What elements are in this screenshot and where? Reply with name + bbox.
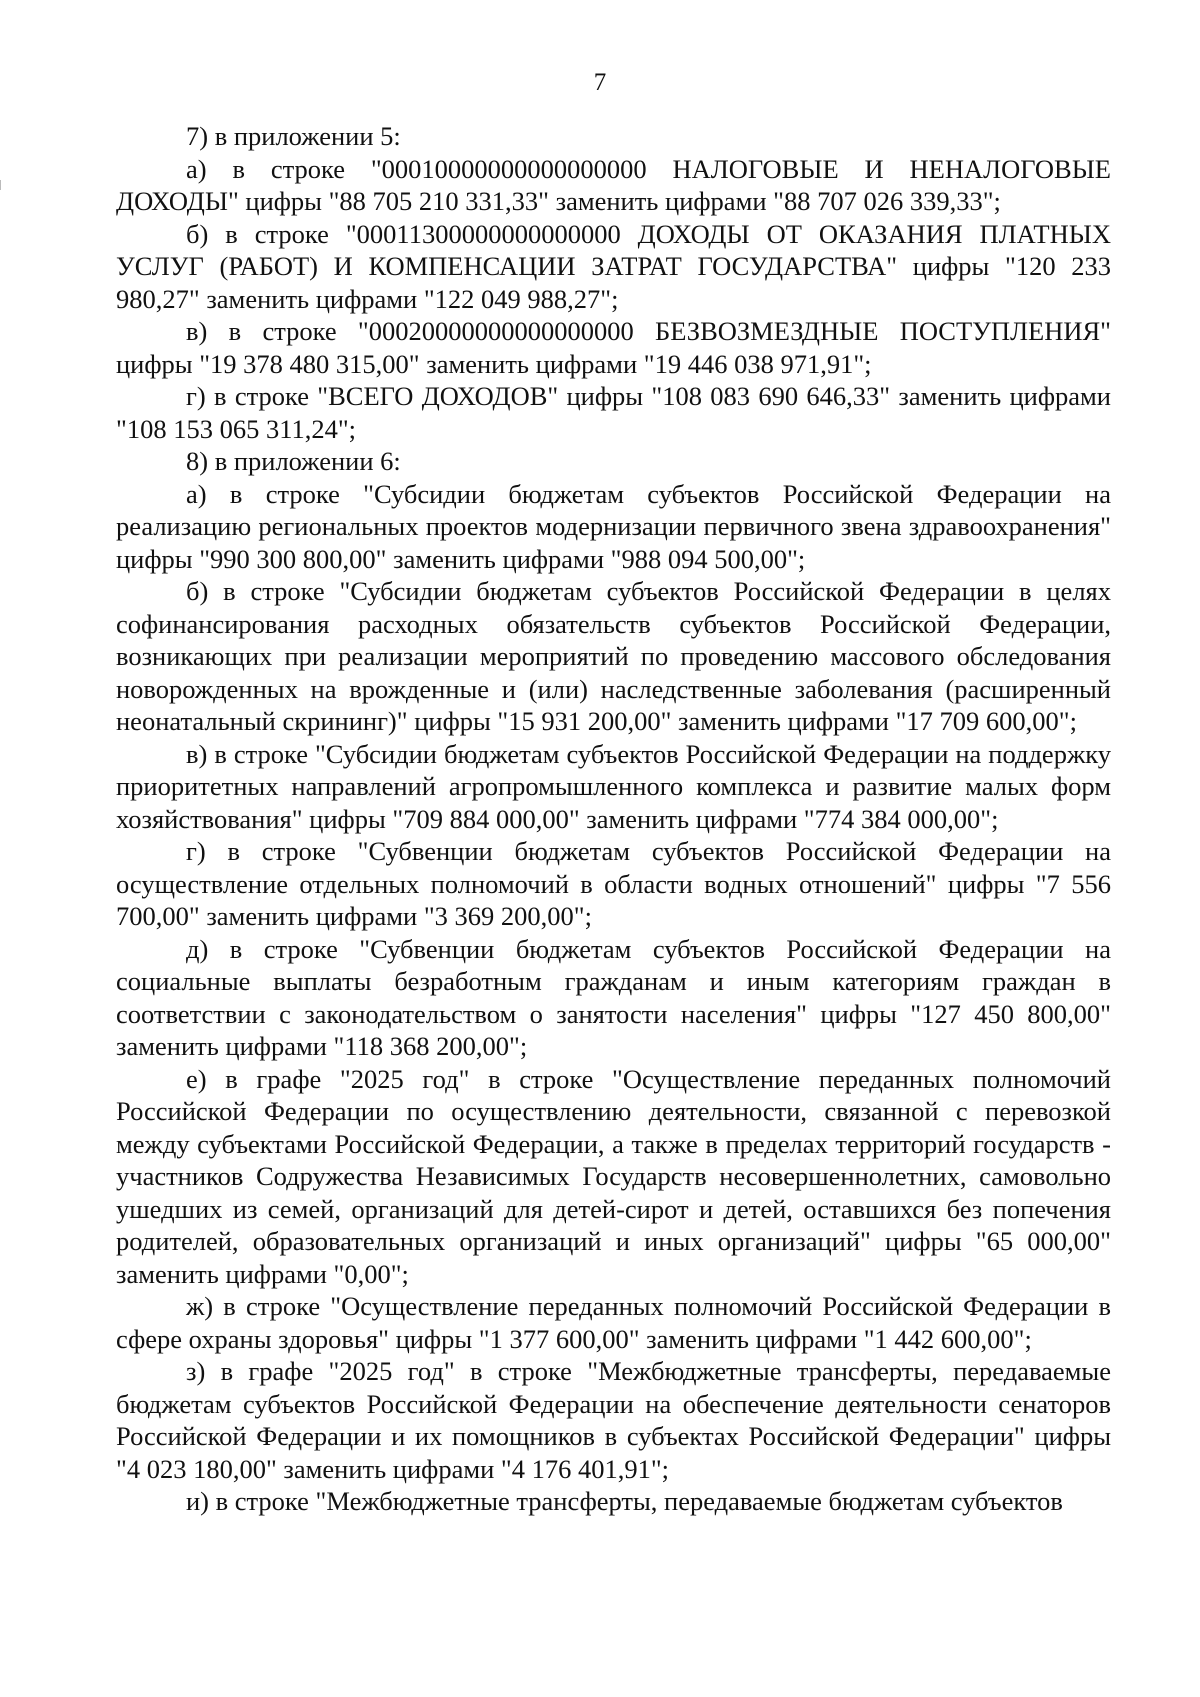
paragraph-item-7-heading: 7) в приложении 5: (186, 121, 401, 151)
paragraph-item-8e: е) в графе "2025 год" в строке "Осуществление переданных полномочий Российской Федерации по осуществлению деятельности, связанной с перевозкой между субъектами Российской Федерации, а также в пределах территорий государств - участников Содружества Независимых Государств несовершеннолетних, самовольно ушедших из семей, организаций для детей-сирот и детей, оставшихся без попечения родителей, образовательных организаций и иных организаций" цифры "65 000,00" заменить цифрами "0,00"; (116, 1063, 1111, 1289)
paragraph-item-8z: з) в графе "2025 год" в строке "Межбюджетные трансферты, передаваемые бюджетам субъектов Российской Федерации на обеспечение деятельности сенаторов Российской Федерации и их помощников в субъектах Российской Федерации" цифры "4 023 180,00" заменить цифрами "4 176 401,91"; (116, 1356, 1111, 1484)
paragraph-item-7a: а) в строке "00010000000000000000 НАЛОГОВЫЕ И НЕНАЛОГОВЫЕ ДОХОДЫ" цифры "88 705 210 331,33" заменить цифрами "88 707 026 339,33"; (116, 153, 1111, 216)
document-body (116, 120, 1111, 1518)
paragraph-item-8b: б) в строке "Субсидии бюджетам субъектов Российской Федерации в целях софинансирования расходных обязательств субъектов Российской Федерации, возникающих при реализации мероприятий по проведению массового обследования новорожденных на врожденные и (или) наследственные заболевания (расширенный неонатальный скрининг)" цифры "15 931 200,00" заменить цифрами "17 709 600,00"; (116, 576, 1111, 736)
paragraph-item-8-heading: 8) в приложении 6: (186, 446, 401, 476)
paragraph-item-8zh: ж) в строке "Осуществление переданных полномочий Российской Федерации в сфере охраны здоровья" цифры "1 377 600,00" заменить цифрами "1 442 600,00"; (116, 1291, 1111, 1354)
scan-margin-mark (0, 180, 4, 190)
paragraph-item-7g: г) в строке "ВСЕГО ДОХОДОВ" цифры "108 083 690 646,33" заменить цифрами "108 153 065 311,24"; (116, 381, 1111, 444)
paragraph-item-8i: и) в строке "Межбюджетные трансферты, передаваемые бюджетам субъектов (186, 1486, 1063, 1516)
paragraph-item-7v: в) в строке "00020000000000000000 БЕЗВОЗМЕЗДНЫЕ ПОСТУПЛЕНИЯ" цифры "19 378 480 315,00" заменить цифрами "19 446 038 971,91"; (116, 316, 1111, 379)
paragraph-item-8d: д) в строке "Субвенции бюджетам субъектов Российской Федерации на социальные выплаты безработным гражданам и иным категориям граждан в соответствии с законодательством о занятости населения" цифры "127 450 800,00" заменить цифрами "118 368 200,00"; (116, 933, 1111, 1061)
paragraph-item-8v: в) в строке "Субсидии бюджетам субъектов Российской Федерации на поддержку приоритетных направлений агропромышленного комплекса и развитие малых форм хозяйствования" цифры "709 884 000,00" заменить цифрами "774 384 000,00"; (116, 738, 1111, 834)
paragraph-item-8g: г) в строке "Субвенции бюджетам субъектов Российской Федерации на осуществление отдельных полномочий в области водных отношений" цифры "7 556 700,00" заменить цифрами "3 369 200,00"; (116, 836, 1111, 931)
page-number: 7 (593, 69, 607, 96)
paragraph-item-7b: б) в строке "00011300000000000000 ДОХОДЫ ОТ ОКАЗАНИЯ ПЛАТНЫХ УСЛУГ (РАБОТ) И КОМПЕНСАЦИИ ЗАТРАТ ГОСУДАРСТВА" цифры "120 233 980,27" заменить цифрами "122 049 988,27"; (116, 218, 1111, 314)
paragraph-item-8a: а) в строке "Субсидии бюджетам субъектов Российской Федерации на реализацию региональных проектов модернизации первичного звена здравоохранения" цифры "990 300 800,00" заменить цифрами "988 094 500,00"; (116, 478, 1111, 574)
